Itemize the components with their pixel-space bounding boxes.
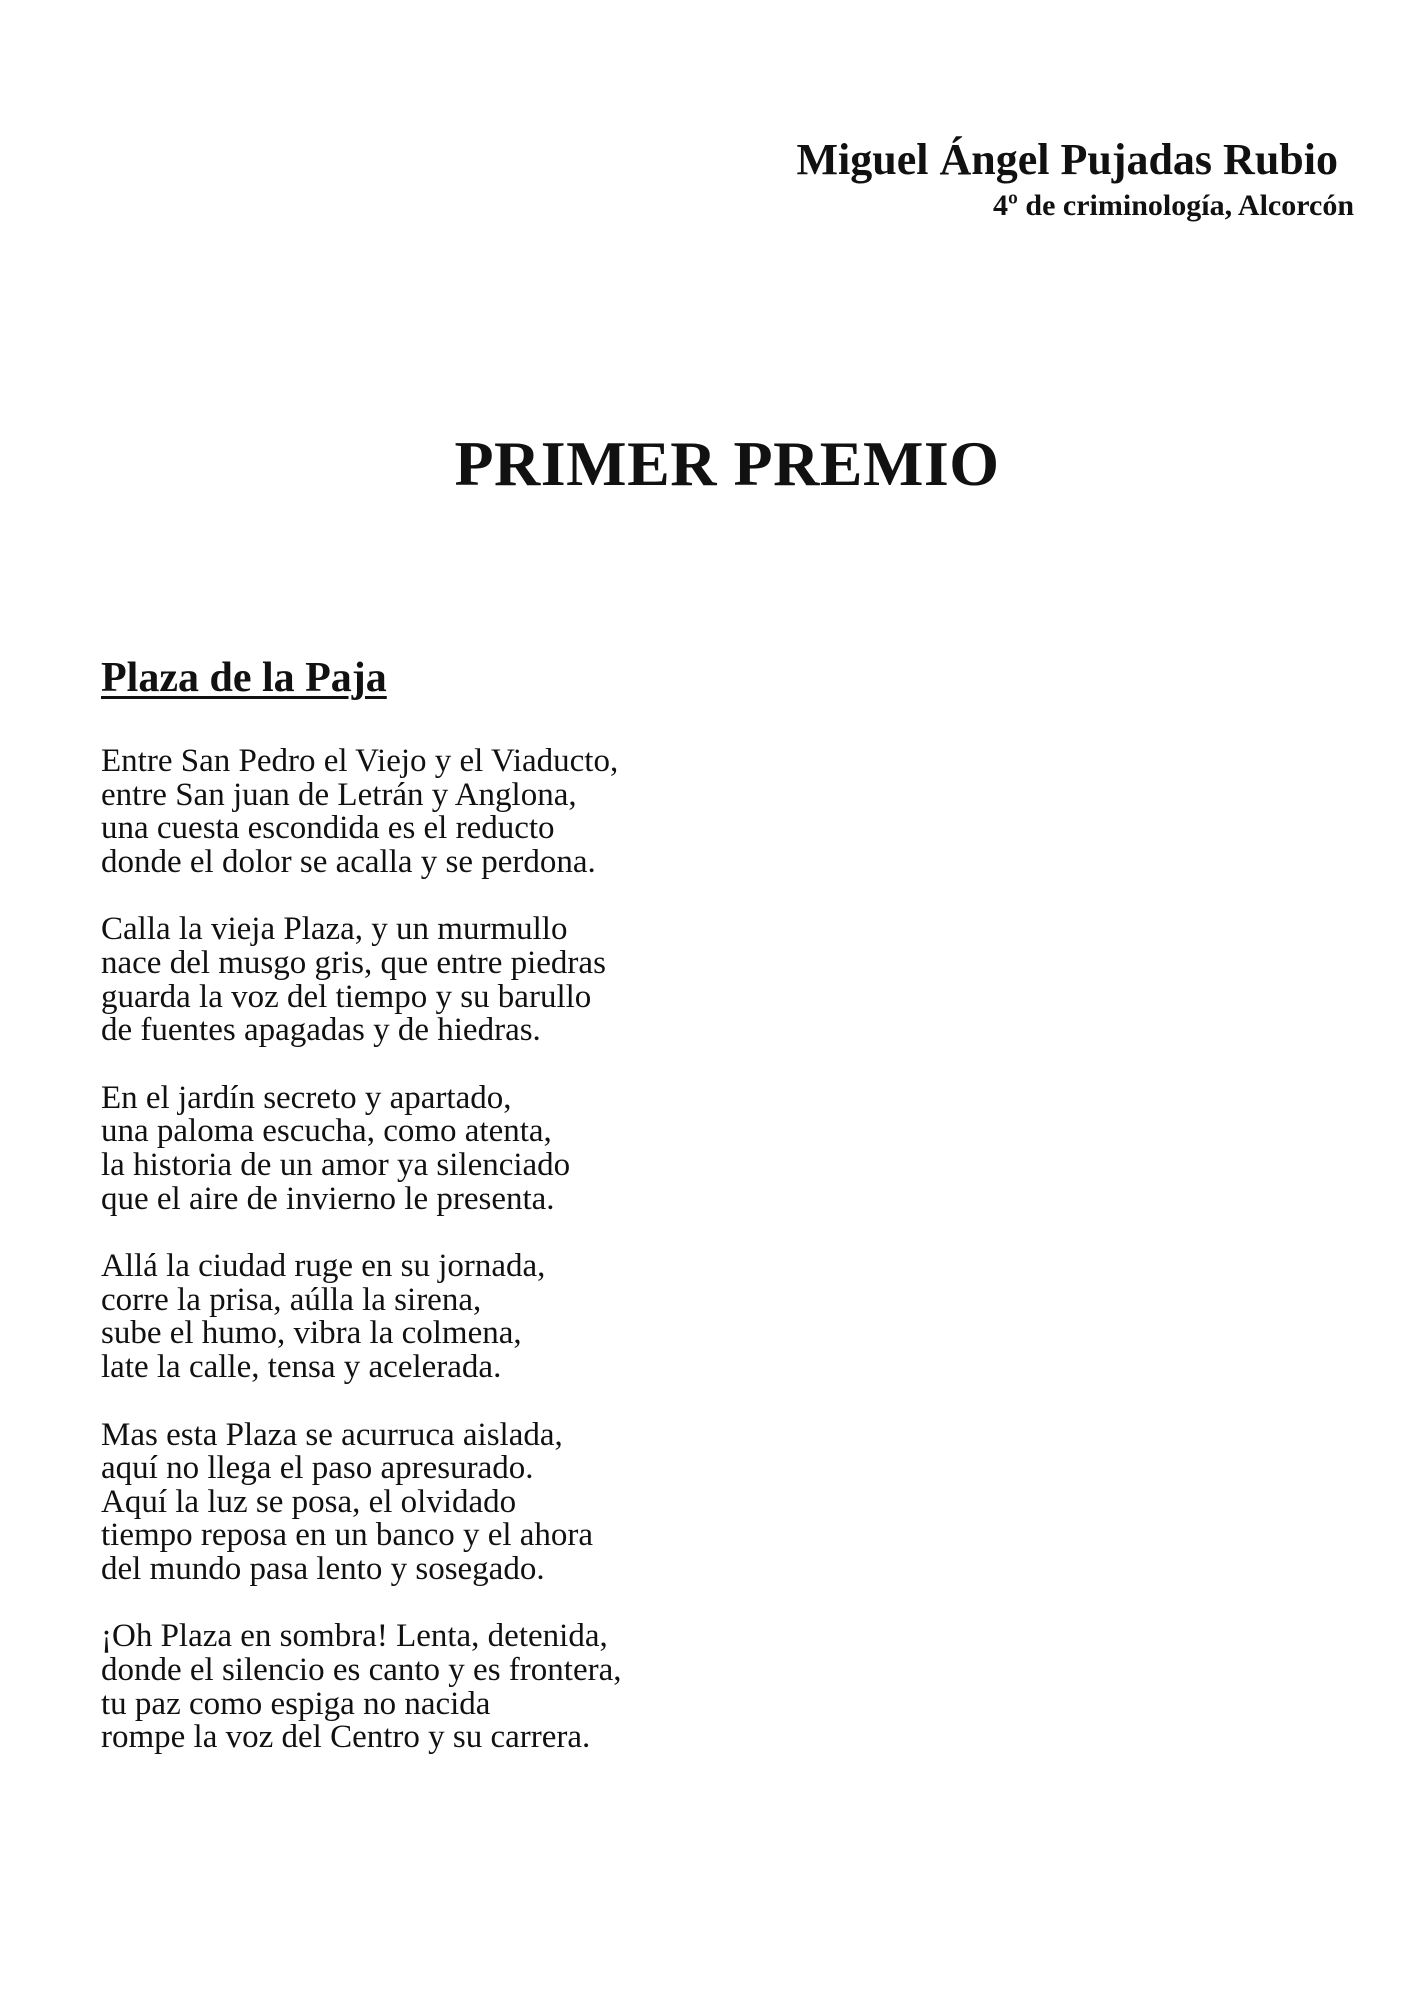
poem-line: donde el dolor se acalla y se perdona. — [101, 843, 596, 880]
author-affiliation: 4º de criminología, Alcorcón — [993, 189, 1354, 222]
stanza-2 — [101, 913, 621, 1047]
poem-line: sube el humo, vibra la colmena, — [101, 1315, 522, 1352]
stanza-6 — [101, 1620, 621, 1754]
poem-line: En el jardín secreto y apartado, — [101, 1079, 512, 1116]
stanza-3 — [101, 1079, 621, 1217]
poem-line: tu paz como espiga no nacida — [101, 1685, 491, 1722]
poem-body — [101, 745, 621, 1789]
stanza-1 — [101, 745, 621, 879]
poem-line: una cuesta escondida es el reducto — [101, 810, 555, 847]
poem-line: corre la prisa, aúlla la sirena, — [101, 1281, 482, 1318]
poem-line: tiempo reposa en un banco y el ahora — [101, 1517, 594, 1554]
prize-title: PRIMER PREMIO — [454, 428, 1000, 499]
poem-line: ¡Oh Plaza en sombra! Lenta, detenida, — [101, 1618, 608, 1655]
poem-line: entre San juan de Letrán y Anglona, — [101, 776, 577, 813]
poem-line: nace del musgo gris, que entre piedras — [101, 944, 606, 981]
poem-line: aquí no llega el paso apresurado. — [101, 1450, 534, 1487]
poem-line: late la calle, tensa y acelerada. — [101, 1348, 502, 1385]
poem-line: donde el silencio es canto y es frontera, — [101, 1652, 622, 1689]
stanza-5 — [101, 1416, 621, 1587]
poem-line: de fuentes apagadas y de hiedras. — [101, 1012, 541, 1049]
poem-line: la historia de un amor ya silenciado — [101, 1146, 571, 1183]
poem-line: Allá la ciudad ruge en su jornada, — [101, 1248, 546, 1285]
poem-title: Plaza de la Paja — [101, 655, 387, 701]
poem-line: rompe la voz del Centro y su carrera. — [101, 1719, 591, 1756]
author-name: Miguel Ángel Pujadas Rubio — [796, 135, 1338, 184]
poem-line: que el aire de invierno le presenta. — [101, 1180, 555, 1217]
poem-line: Aquí la luz se posa, el olvidado — [101, 1483, 517, 1520]
poem-line: Entre San Pedro el Viejo y el Viaducto, — [101, 743, 619, 779]
poem-line: guarda la voz del tiempo y su barullo — [101, 978, 592, 1015]
author-block — [796, 134, 1354, 226]
poem-line: del mundo pasa lento y sosegado. — [101, 1550, 545, 1587]
poem-line: una paloma escucha, como atenta, — [101, 1113, 552, 1150]
poem-line: Calla la vieja Plaza, y un murmullo — [101, 911, 568, 948]
stanza-4 — [101, 1250, 621, 1384]
poem-line: Mas esta Plaza se acurruca aislada, — [101, 1416, 563, 1453]
